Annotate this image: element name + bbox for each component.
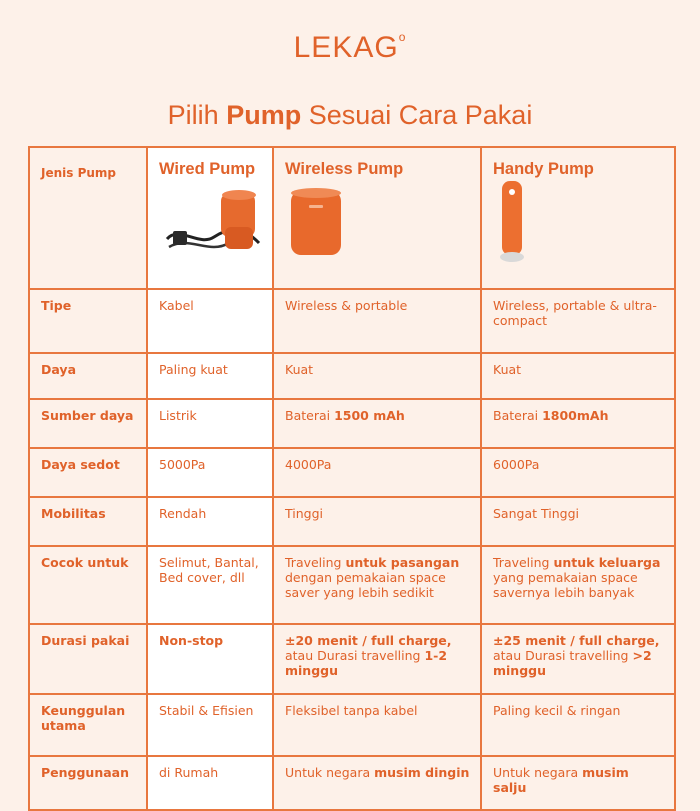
cell-pre: Untuk negara <box>285 765 375 780</box>
table-row <box>29 289 675 353</box>
title-bold: Pump <box>226 100 302 130</box>
table-row <box>29 694 675 756</box>
product-header-row <box>29 147 675 289</box>
cell-post: yang pemakaian space savernya lebih banyak <box>493 570 638 600</box>
cell-pre: Baterai <box>493 408 543 423</box>
table-row <box>29 546 675 624</box>
title-prefix: Pilih <box>167 100 227 130</box>
cell-mid: atau Durasi travelling <box>285 648 425 663</box>
row-label: Sumber daya <box>29 399 147 448</box>
table-cell <box>147 694 273 756</box>
brand-logo <box>0 30 700 65</box>
table-cell <box>273 497 481 546</box>
table-cell <box>147 497 273 546</box>
row-label: Daya sedot <box>29 448 147 497</box>
cell-text: Wireless, portable & ultra-compact <box>493 298 657 328</box>
row-label: Cocok untuk <box>29 546 147 624</box>
table-cell <box>481 624 675 694</box>
cell-text: Selimut, Bantal, Bed cover, dll <box>159 555 259 585</box>
table-cell <box>147 353 273 399</box>
corner-label: Jenis Pump <box>41 166 117 180</box>
row-label: Tipe <box>29 289 147 353</box>
cell-text: Paling kuat <box>159 362 228 377</box>
product-column-wireless <box>273 147 481 289</box>
table-row <box>29 497 675 546</box>
table-cell <box>147 756 273 810</box>
row-label: Mobilitas <box>29 497 147 546</box>
product-name-wireless: Wireless Pump <box>285 160 404 178</box>
title-suffix: Sesuai Cara Pakai <box>301 100 533 130</box>
table-cell <box>273 546 481 624</box>
cell-text: Sangat Tinggi <box>493 506 579 521</box>
table-cell <box>481 399 675 448</box>
table-row <box>29 353 675 399</box>
table-row <box>29 448 675 497</box>
table-cell <box>273 756 481 810</box>
table-cell <box>147 399 273 448</box>
cell-text: Paling kecil & ringan <box>493 703 621 718</box>
table-cell <box>147 546 273 624</box>
table-cell <box>481 546 675 624</box>
table-cell <box>481 289 675 353</box>
table-cell <box>481 694 675 756</box>
comparison-table <box>28 146 676 811</box>
cell-bold: Non-stop <box>159 633 224 648</box>
row-label: Keunggulan utama <box>29 694 147 756</box>
wired-pump-image <box>159 177 264 267</box>
cell-bold: musim dingin <box>374 765 470 780</box>
corner-cell <box>29 147 147 289</box>
cell-bold2: >2 minggu <box>493 648 652 678</box>
table-cell <box>273 399 481 448</box>
handy-pump-image <box>493 177 666 267</box>
cell-bold: ±20 menit / full charge, <box>285 633 452 648</box>
page-title <box>0 100 700 131</box>
cell-text: 5000Pa <box>159 457 206 472</box>
cell-text: Kuat <box>285 362 314 377</box>
cell-bold: untuk pasangan <box>345 555 460 570</box>
cell-text: 4000Pa <box>285 457 332 472</box>
wireless-pump-image <box>285 177 472 267</box>
cell-text: Wireless & portable <box>285 298 408 313</box>
product-name-wired: Wired Pump <box>159 160 256 178</box>
table-cell <box>273 353 481 399</box>
cell-pre: Baterai <box>285 408 335 423</box>
cell-bold: ±25 menit / full charge, <box>493 633 660 648</box>
cell-text: 6000Pa <box>493 457 540 472</box>
table-cell <box>147 624 273 694</box>
cell-pre: Traveling <box>285 555 346 570</box>
cell-bold: 1500 mAh <box>334 408 405 423</box>
table-cell <box>481 448 675 497</box>
cell-text: di Rumah <box>159 765 219 780</box>
table-cell <box>481 497 675 546</box>
cell-text: Fleksibel tanpa kabel <box>285 703 418 718</box>
table-cell <box>273 694 481 756</box>
logo-suffix: o <box>398 30 407 44</box>
cell-bold: 1800mAh <box>542 408 609 423</box>
row-label: Penggunaan <box>29 756 147 810</box>
product-name-handy: Handy Pump <box>493 160 594 178</box>
table-cell <box>273 624 481 694</box>
cell-mid: atau Durasi travelling <box>493 648 633 663</box>
cell-bold: musim salju <box>493 765 629 795</box>
cell-post: dengan pemakaian space saver yang lebih sedikit <box>285 570 446 600</box>
cell-bold2: 1-2 minggu <box>285 648 448 678</box>
table-cell <box>273 289 481 353</box>
table-row <box>29 756 675 810</box>
table-cell <box>273 448 481 497</box>
product-column-wired <box>147 147 273 289</box>
product-column-handy <box>481 147 675 289</box>
row-label: Durasi pakai <box>29 624 147 694</box>
table-row <box>29 624 675 694</box>
cell-text: Tinggi <box>285 506 323 521</box>
table-cell <box>481 353 675 399</box>
logo-text: LEKAG <box>293 31 399 64</box>
cell-pre: Untuk negara <box>493 765 583 780</box>
cell-text: Stabil & Efisien <box>159 703 254 718</box>
table-cell <box>481 756 675 810</box>
cell-text: Kabel <box>159 298 194 313</box>
table-cell <box>147 448 273 497</box>
cell-pre: Traveling <box>493 555 554 570</box>
row-label: Daya <box>29 353 147 399</box>
cell-text: Kuat <box>493 362 522 377</box>
cell-text: Listrik <box>159 408 197 423</box>
table-row <box>29 399 675 448</box>
cell-bold: untuk keluarga <box>553 555 661 570</box>
table-cell <box>147 289 273 353</box>
cell-text: Rendah <box>159 506 207 521</box>
